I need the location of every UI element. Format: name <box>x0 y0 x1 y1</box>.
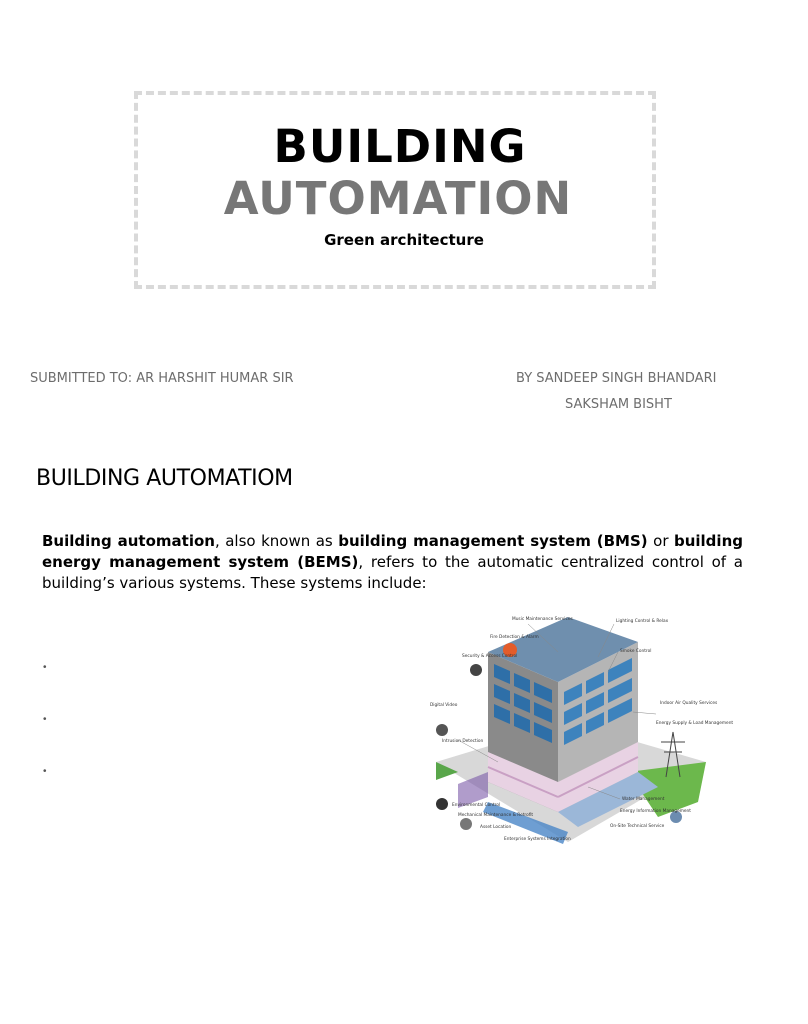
bullet-1: • <box>43 662 47 673</box>
label-cctv: Digital Video <box>430 703 458 708</box>
author-secondary: SAKSHAM BISHT <box>565 397 672 412</box>
label-fire: Fire Detection & Alarm <box>490 635 539 640</box>
label-security: Security & Access Control <box>462 654 518 659</box>
label-music: Music Maintenance Services <box>512 617 573 622</box>
label-smoke: Smoke Control <box>620 649 652 654</box>
label-energy: Energy Supply & Load Management <box>656 721 734 726</box>
gauge-icon <box>460 818 472 830</box>
page-title-line2: AUTOMATION <box>223 172 573 225</box>
author-primary: BY SANDEEP SINGH BHANDARI <box>516 371 717 386</box>
bullet-3: • <box>43 766 47 777</box>
label-water: Water Management <box>622 797 665 802</box>
page-subtitle: Green architecture <box>324 231 484 249</box>
intro-paragraph <box>42 531 743 594</box>
term-building-automation: Building automation <box>42 532 215 550</box>
fan-icon <box>436 798 448 810</box>
label-intrusion: Intrusion Detection <box>442 739 484 744</box>
term-bems: building energy management system (BEMS) <box>42 532 743 571</box>
page-title-line1: BUILDING <box>273 120 527 173</box>
security-icon <box>470 664 482 676</box>
intro-text-1: , also known as <box>214 532 339 550</box>
section-heading: BUILDING AUTOMATIOM <box>36 466 293 491</box>
label-lighting: Lighting Control & Relax <box>616 619 669 624</box>
label-asset: Asset Location <box>480 825 512 830</box>
label-mech: Mechanical Maintenance & Retrofit <box>458 813 534 818</box>
intro-text-2: or <box>647 532 674 550</box>
submitted-to: SUBMITTED TO: AR HARSHIT HUMAR SIR <box>30 371 294 386</box>
label-onsite: On-Site Technical Service <box>610 824 665 829</box>
building-automation-diagram <box>428 612 734 848</box>
term-bms: building management system (BMS) <box>338 532 648 550</box>
bullet-2: • <box>43 714 47 725</box>
intro-text-3: , refers to the automatic centralized control of a building’s various systems. These systems include: <box>42 553 743 592</box>
camera-icon <box>436 724 448 736</box>
label-env: Environmental Control <box>452 803 501 808</box>
label-energyinfo: Energy Information Management <box>620 809 691 814</box>
label-air: Indoor Air Quality Services <box>660 701 718 706</box>
label-integration: Enterprise Systems Integration <box>504 837 571 842</box>
